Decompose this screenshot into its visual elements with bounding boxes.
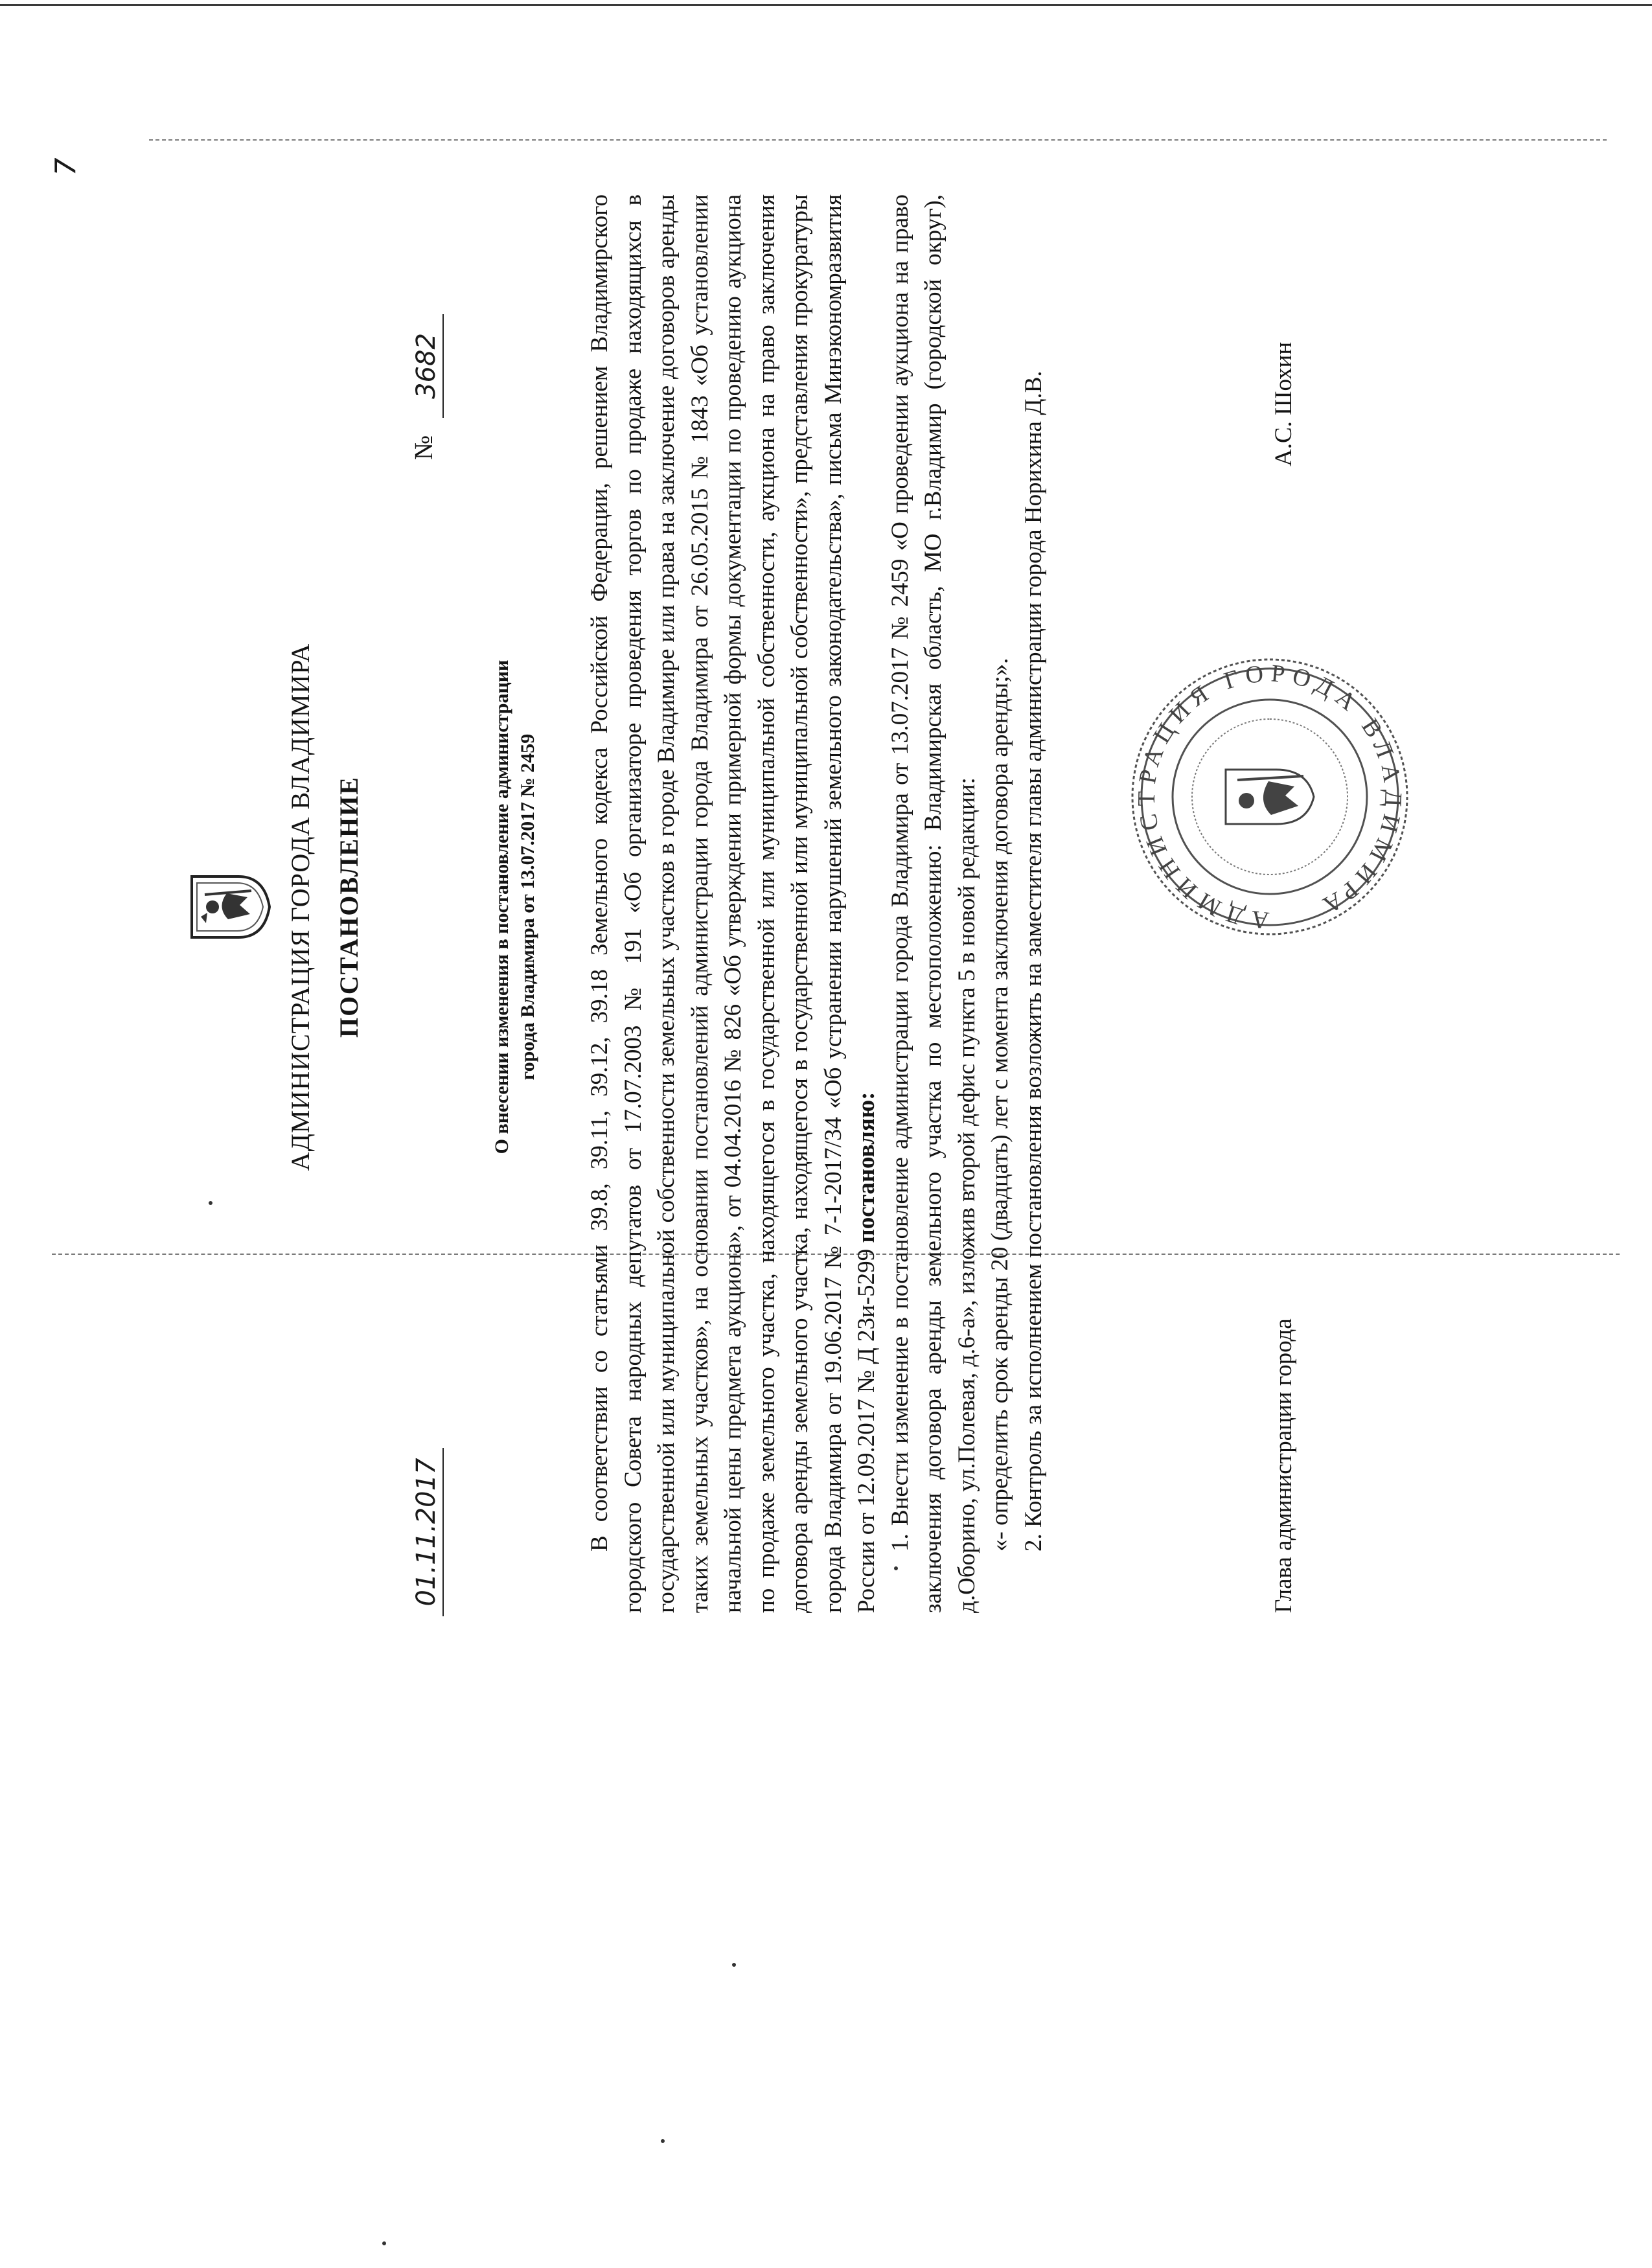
- scan-speck: [382, 2241, 386, 2245]
- item-1-quote: «- определить срок аренды 20 (двадцать) лет с момента заключения договора аренды;».: [987, 658, 1013, 1552]
- subject-line-1: О внесении изменения в постановление администрации: [491, 659, 512, 1154]
- scan-speck: [732, 1963, 736, 1967]
- document-number: 3682: [411, 314, 444, 418]
- document-date: 01.11.2017: [411, 1448, 444, 1616]
- document-body: [583, 194, 1050, 1613]
- signatory-name: А.С. Шохин: [1270, 341, 1297, 466]
- document-page: [188, 143, 1432, 1671]
- document-number-label: №: [409, 435, 438, 460]
- margin-mark: 7: [49, 157, 83, 176]
- preamble-paragraph: [583, 194, 884, 1613]
- item-1-paragraph: 1. Внести изменение в постановление администрации города Владимира от 13.07.2017 № 2459 «О проведении аукциона на право заключения договора аренды земельного участка по местоположению: Владимирская область, МО г.Владимир (городской округ), д.Оборино, ул.Полевая, д.6-а», изложив второй дефис пункта 5 в новой редакции:: [886, 194, 980, 1613]
- resolves-word: постановляю:: [853, 1092, 880, 1243]
- official-round-seal-icon: [1127, 654, 1412, 939]
- signatory-title: Глава администрации города: [1270, 1318, 1297, 1613]
- item-2-paragraph: 2. Контроль за исполнением постановления возложить на заместителя главы администрации города Норихина Д.В.: [1020, 371, 1047, 1552]
- organization-title: АДМИНИСТРАЦИЯ ГОРОДА ВЛАДИМИРА: [286, 643, 315, 1171]
- scan-speck: [661, 2139, 665, 2143]
- document-type: ПОСТАНОВЛЕНИЕ: [334, 776, 363, 1038]
- scan-top-edge: [0, 4, 1652, 6]
- scan-fold-line: [149, 139, 1607, 141]
- preamble-text: В соответствии со статьями 39.8, 39.11, 39.12, 39.18 Земельного кодекса Российской Федерации, решением Владимирского городского Совета народных депутатов от 17.07.2003 № 191 «Об организаторе проведения торгов по продаже находящихся в государственной или муниципальной собственности земельных участков в городе Владимире или права на заключение договоров аренды таких земельных участков», на основании постановлений администрации города Владимира от 26.05.2015 № 1843 «Об установлении начальной цены предмета аукциона», от 04.04.2016 № 826 «Об утверждении примерной формы документации по проведению аукциона по продаже земельного участка, находящегося в государственной или муниципальной собственности, аукциона на право заключения договора аренды земельного участка, находящегося в государственной или муниципальной собственности», представления прокуратуры города Владимира от 19.06.2017 № 7-1-2017/34 «Об устранении нарушений земельного законодательства», письма Минэкономразвития России от 12.09.2017 № Д 23и-5299: [586, 194, 880, 1613]
- subject-line-2: города Владимира от 13.07.2017 № 2459: [517, 733, 538, 1081]
- seal-text-path: АДМИНИСТРАЦИЯ ГОРОДА ВЛАДИМИРА: [1132, 659, 1407, 934]
- vladimir-coat-of-arms-icon: [188, 871, 272, 943]
- document-subject: [489, 635, 541, 1179]
